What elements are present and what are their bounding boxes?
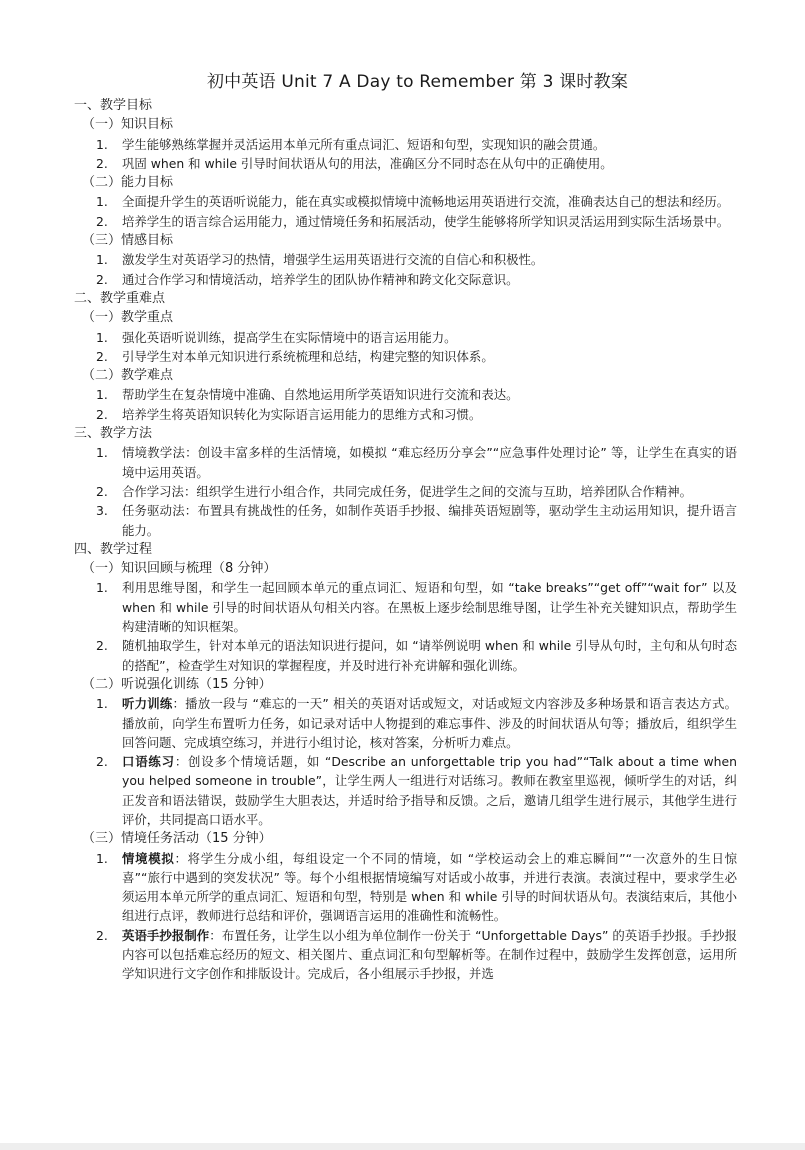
subsection-heading: （三）情境任务活动（15 分钟）: [82, 831, 272, 847]
subsection-heading: （二）听说强化训练（15 分钟）: [82, 676, 272, 692]
list-item-text: 培养学生的语言综合运用能力，通过情境任务和拓展活动，使学生能够将所学知识灵活运用到实际生活场景中。: [122, 213, 730, 229]
list-item-bold-label: 听力训练: [122, 696, 173, 712]
page-title: 初中英语 Unit 7 A Day to Remember 第 3 课时教案: [206, 72, 629, 92]
list-item: [74, 405, 737, 424]
list-item-text: 激发学生对英语学习的热情，增强学生运用英语进行交流的自信心和积极性。: [122, 252, 544, 268]
list-item-number: 1.: [96, 329, 108, 345]
list-item-text: ：将学生分成小组，每组设定一个不同的情境，如 “学校运动会上的难忘瞬间”“一次意外的生日惊喜”“旅行中遇到的突发状况” 等。每个小组根据情境编写对话或小故事，并进行表演。表演过程中，要求学生必须运用本单元所学的重点词汇、短语和句型，特别是 when 和 while 引导的时间状语从句。表演结束后，其他小组进行点评，教师进行总结和评价，强调语言运用的准确性和流畅性。: [122, 850, 738, 924]
list-item-text: 帮助学生在复杂情境中准确、自然地运用所学英语知识进行交流和表达。: [122, 387, 519, 403]
list-item-text: 培养学生将英语知识转化为实际语言运用能力的思维方式和习惯。: [122, 406, 482, 422]
list-item: [74, 347, 737, 366]
subsection-heading: （一）知识目标: [82, 117, 174, 133]
list-item-text: ：布置任务，让学生以小组为单位制作一份关于 “Unforgettable Days” 的英语手抄报。手抄报内容可以包括难忘经历的短文、相关图片、重点词汇和句型解析等。在制作过程中，鼓励学生发挥创意，运用所学知识进行文字创作和排版设计。完成后，各小组展示手抄报，并选: [122, 927, 738, 982]
list-item: [74, 501, 737, 540]
document-body: [74, 96, 737, 984]
list-item: [74, 135, 737, 154]
list-item-text: 强化英语听说训练，提高学生在实际情境中的语言运用能力。: [122, 329, 457, 345]
section-heading: 二、教学重难点: [74, 290, 166, 306]
list-item: [74, 636, 737, 675]
list-item-text: 利用思维导图，和学生一起回顾本单元的重点词汇、短语和句型，如 “take breaks”“get off”“wait for” 以及 when 和 while 引导的时间状语从句相关内容。在黑板上逐步绘制思维导图，让学生补充关键知识点，帮助学生构建清晰的知识框架。: [122, 580, 737, 635]
list-item-text: 学生能够熟练掌握并灵活运用本单元所有重点词汇、短语和句型，实现知识的融会贯通。: [122, 136, 606, 152]
list-item-number: 2.: [96, 754, 108, 770]
list-item-number: 2.: [96, 483, 108, 499]
list-item-number: 1.: [96, 252, 108, 268]
section-heading: 三、教学方法: [74, 426, 153, 442]
list-item-text: 随机抽取学生，针对本单元的语法知识进行提问，如 “请举例说明 when 和 while 引导从句时，主句和从句时态的搭配”，检查学生对知识的掌握程度，并及时进行补充讲解和强化训练。: [122, 638, 737, 673]
list-item: [74, 154, 737, 173]
list-item: [74, 192, 737, 211]
list-item: [74, 482, 737, 501]
list-item-text: 合作学习法：组织学生进行小组合作，共同完成任务，促进学生之间的交流与互助，培养团队合作精神。: [122, 483, 692, 499]
list-item-bold-label: 口语练习: [122, 754, 175, 770]
section-heading: 一、教学目标: [74, 98, 153, 113]
list-item-text: ：播放一段与 “难忘的一天” 相关的英语对话或短文，对话或短文内容涉及多种场景和语言表达方式。播放前，向学生布置听力任务，如记录对话中人物提到的难忘事件、涉及的时间状语从句等；播放后，组织学生回答问题、完成填空练习，并进行小组讨论，核对答案，分析听力难点。: [122, 696, 738, 750]
list-item-number: 1.: [96, 850, 108, 866]
list-item-number: 1.: [96, 580, 108, 596]
list-item-number: 2.: [96, 348, 108, 364]
list-item-text: 通过合作学习和情境活动，培养学生的团队协作精神和跨文化交际意识。: [122, 271, 519, 287]
list-item-bold-label: 情境模拟: [122, 850, 175, 866]
subsection-heading: （一）知识回顾与梳理（8 分钟）: [82, 561, 277, 577]
list-item-bold-label: 英语手抄报制作: [122, 927, 210, 943]
list-item-number: 2.: [96, 638, 108, 654]
list-item: [74, 250, 737, 269]
list-item: [74, 926, 737, 984]
list-item-number: 2.: [96, 155, 108, 171]
list-item: [74, 849, 737, 926]
list-item: [74, 694, 737, 752]
list-item-number: 2.: [96, 271, 108, 287]
list-item-number: 1.: [96, 445, 108, 461]
list-item-number: 2.: [96, 213, 108, 229]
list-item-text: 引导学生对本单元知识进行系统梳理和总结，构建完整的知识体系。: [122, 348, 494, 364]
subsection-heading: （三）情感目标: [82, 233, 174, 249]
subsection-heading: （二）教学难点: [82, 368, 174, 384]
list-item: [74, 328, 737, 347]
list-item-number: 1.: [96, 136, 108, 152]
list-item: [74, 270, 737, 289]
list-item: [74, 212, 737, 231]
list-item-number: 1.: [96, 387, 108, 403]
section-heading: 四、教学过程: [74, 541, 153, 557]
list-item-text: ：创设多个情境话题，如 “Describe an unforgettable trip you had”“Talk about a time when you helped someone in trouble”，让学生两人一组进行对话练习。教师在教室里巡视，倾听学生的对话，纠正发音和语法错误，鼓励学生大胆表达，并适时给予指导和反馈。之后，邀请几组学生进行展示，其他学生进行评价，共同提高口语水平。: [122, 754, 737, 827]
list-item-number: 2.: [96, 927, 108, 943]
list-item-text: 全面提升学生的英语听说能力，能在真实或模拟情境中流畅地运用英语进行交流，准确表达自己的想法和经历。: [122, 194, 730, 210]
list-item-text: 巩固 when 和 while 引导时间状语从句的用法，准确区分不同时态在从句中的正确使用。: [122, 155, 613, 171]
list-item-number: 1.: [96, 194, 108, 210]
list-item: [74, 752, 737, 829]
list-item-text: 情境教学法：创设丰富多样的生活情境，如模拟 “难忘经历分享会”“应急事件处理讨论” 等，让学生在真实的语境中运用英语。: [122, 445, 737, 480]
page-bottom-edge: [0, 1143, 805, 1150]
list-item: [74, 443, 737, 482]
list-item-number: 2.: [96, 406, 108, 422]
subsection-heading: （一）教学重点: [82, 310, 174, 326]
list-item: [74, 578, 737, 636]
list-item-number: 1.: [96, 696, 108, 712]
list-item-number: 3.: [96, 503, 108, 519]
list-item: [74, 385, 737, 404]
list-item-text: 任务驱动法：布置具有挑战性的任务，如制作英语手抄报、编排英语短剧等，驱动学生主动运用知识，提升语言能力。: [122, 503, 737, 538]
subsection-heading: （二）能力目标: [82, 175, 174, 191]
